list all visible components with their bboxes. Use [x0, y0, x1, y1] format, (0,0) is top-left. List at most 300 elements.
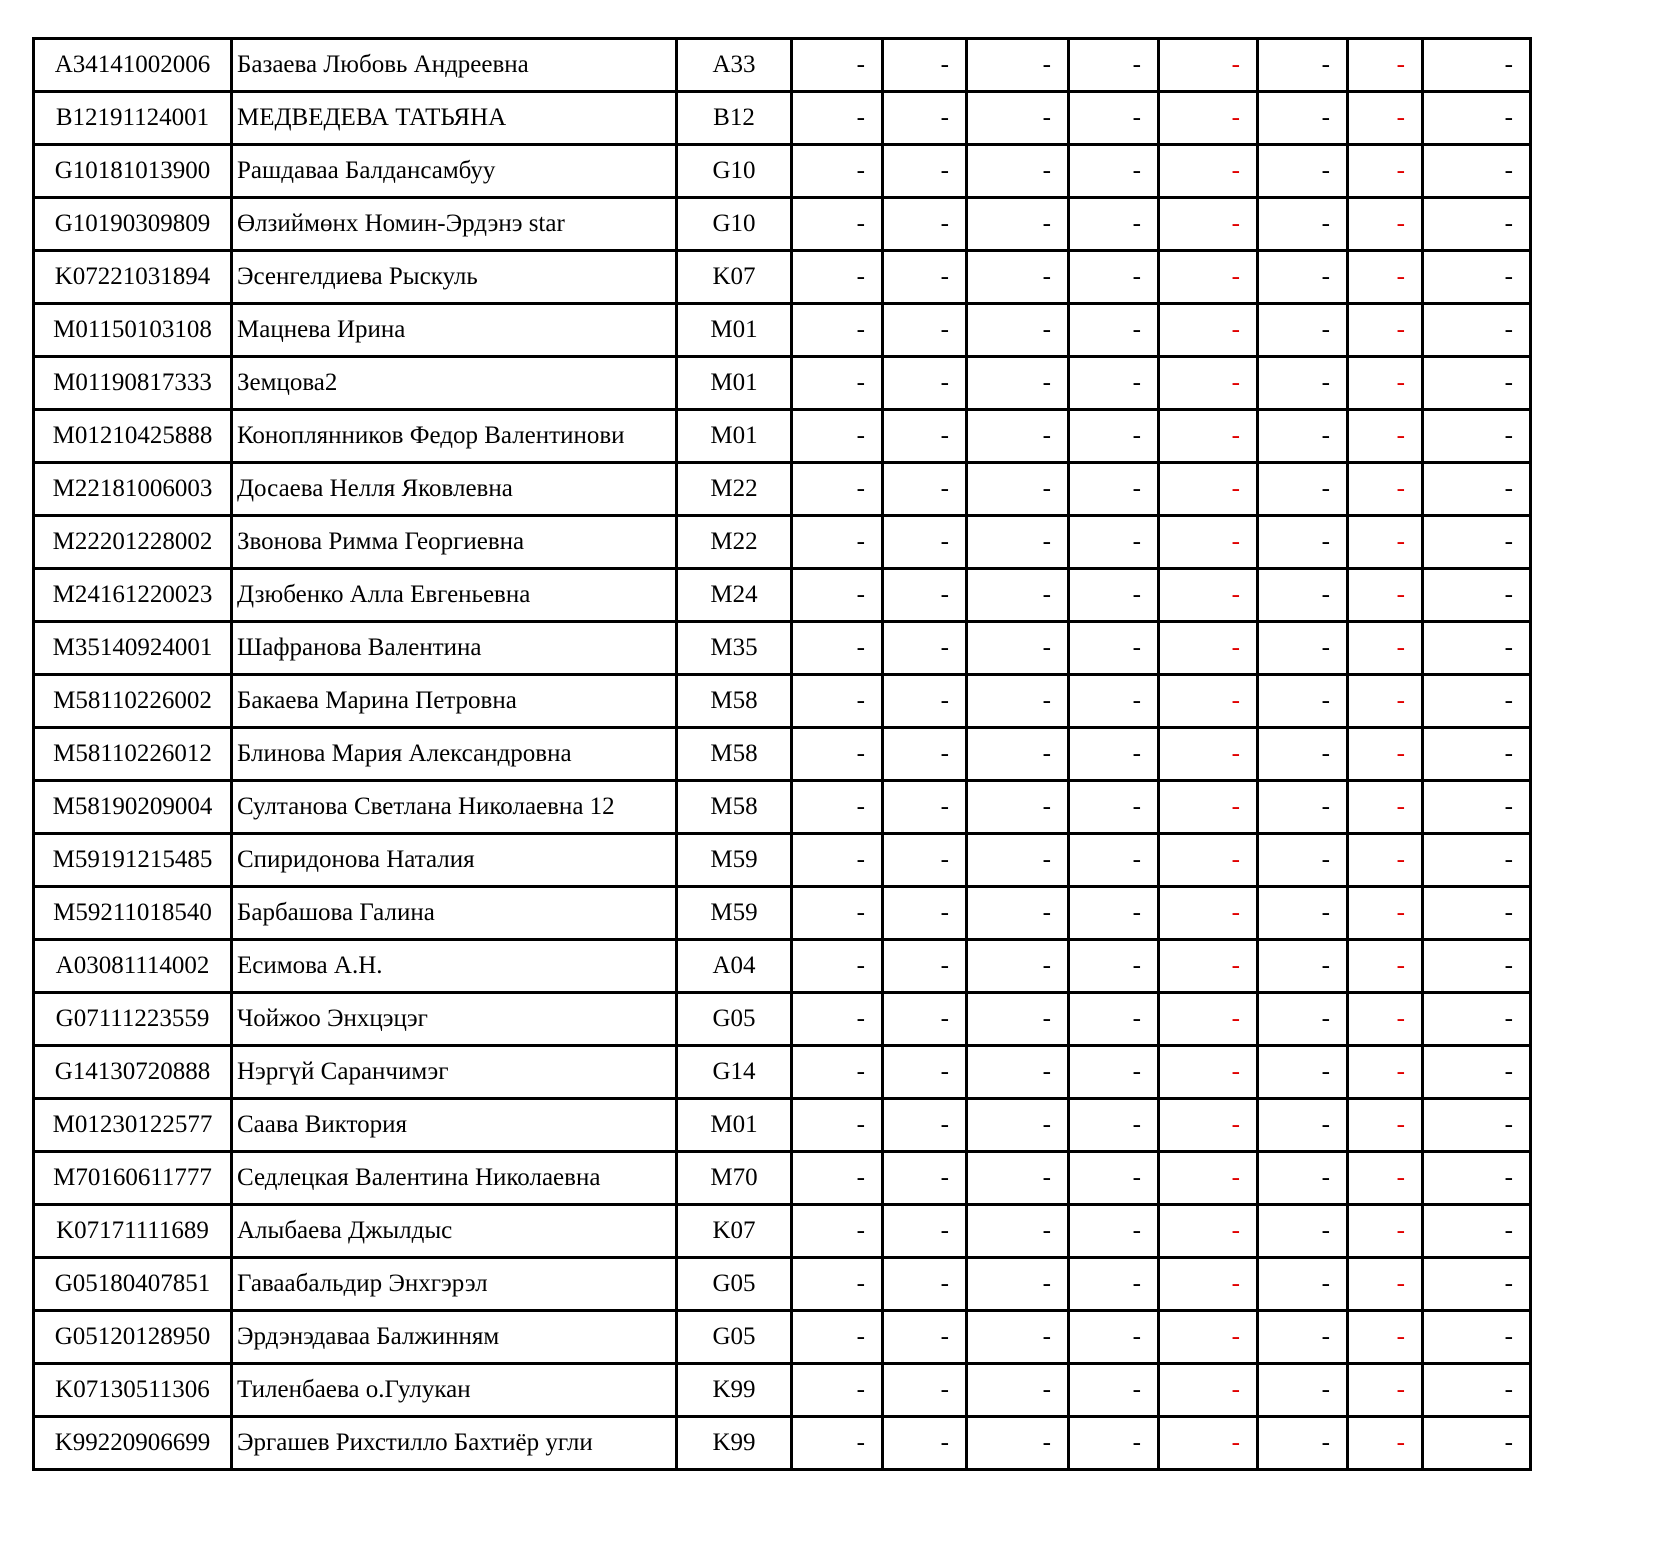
- value-cell: -: [1423, 887, 1531, 940]
- value-cell: -: [883, 1205, 967, 1258]
- value-cell: -: [967, 675, 1069, 728]
- group-cell: M59: [677, 887, 792, 940]
- group-cell: K99: [677, 1417, 792, 1470]
- value-cell: -: [792, 940, 883, 993]
- value-cell: -: [967, 781, 1069, 834]
- value-cell: -: [883, 92, 967, 145]
- value-cell: -: [1348, 940, 1423, 993]
- table-row: [34, 1417, 1531, 1470]
- table-row: [34, 410, 1531, 463]
- value-cell: -: [1348, 1417, 1423, 1470]
- group-cell: M58: [677, 675, 792, 728]
- value-cell: -: [1348, 728, 1423, 781]
- value-cell: -: [967, 1205, 1069, 1258]
- group-cell: A33: [677, 39, 792, 92]
- table-row: [34, 92, 1531, 145]
- name-cell: МЕДВЕДЕВА ТАТЬЯНА: [232, 92, 677, 145]
- code-cell: M01210425888: [34, 410, 232, 463]
- value-cell: -: [1159, 463, 1258, 516]
- value-cell: -: [1258, 993, 1348, 1046]
- value-cell: -: [1348, 1364, 1423, 1417]
- value-cell: -: [1258, 251, 1348, 304]
- code-cell: K07130511306: [34, 1364, 232, 1417]
- table-row: [34, 357, 1531, 410]
- code-cell: M24161220023: [34, 569, 232, 622]
- value-cell: -: [883, 993, 967, 1046]
- table-row: [34, 675, 1531, 728]
- value-cell: -: [1423, 622, 1531, 675]
- table-row: [34, 304, 1531, 357]
- value-cell: -: [1069, 1417, 1159, 1470]
- value-cell: -: [883, 516, 967, 569]
- code-cell: K99220906699: [34, 1417, 232, 1470]
- value-cell: -: [967, 1364, 1069, 1417]
- value-cell: -: [792, 675, 883, 728]
- value-cell: -: [883, 304, 967, 357]
- table-row: [34, 1099, 1531, 1152]
- value-cell: -: [1348, 622, 1423, 675]
- value-cell: -: [1069, 516, 1159, 569]
- value-cell: -: [792, 251, 883, 304]
- value-cell: -: [1069, 1099, 1159, 1152]
- name-cell: Шафранова Валентина: [232, 622, 677, 675]
- value-cell: -: [1159, 993, 1258, 1046]
- value-cell: -: [1423, 410, 1531, 463]
- value-cell: -: [967, 887, 1069, 940]
- value-cell: -: [967, 1099, 1069, 1152]
- value-cell: -: [1258, 887, 1348, 940]
- value-cell: -: [883, 940, 967, 993]
- value-cell: -: [1069, 1152, 1159, 1205]
- value-cell: -: [967, 410, 1069, 463]
- value-cell: -: [1348, 145, 1423, 198]
- value-cell: -: [1423, 145, 1531, 198]
- value-cell: -: [1423, 940, 1531, 993]
- table-row: [34, 887, 1531, 940]
- value-cell: -: [1423, 357, 1531, 410]
- name-cell: Тиленбаева о.Гулукан: [232, 1364, 677, 1417]
- value-cell: -: [1258, 92, 1348, 145]
- value-cell: -: [883, 410, 967, 463]
- name-cell: Звонова Римма Георгиевна: [232, 516, 677, 569]
- value-cell: -: [1348, 1205, 1423, 1258]
- value-cell: -: [1423, 92, 1531, 145]
- name-cell: Мацнева Ирина: [232, 304, 677, 357]
- value-cell: -: [792, 1046, 883, 1099]
- value-cell: -: [1348, 198, 1423, 251]
- name-cell: Эрдэнэдаваа Балжинням: [232, 1311, 677, 1364]
- value-cell: -: [1258, 1152, 1348, 1205]
- value-cell: -: [1159, 781, 1258, 834]
- value-cell: -: [792, 516, 883, 569]
- value-cell: -: [1423, 1205, 1531, 1258]
- name-cell: Коноплянников Федор Валентинови: [232, 410, 677, 463]
- value-cell: -: [792, 198, 883, 251]
- value-cell: -: [1348, 516, 1423, 569]
- code-cell: A34141002006: [34, 39, 232, 92]
- table-row: [34, 1311, 1531, 1364]
- value-cell: -: [1348, 569, 1423, 622]
- name-cell: Земцова2: [232, 357, 677, 410]
- name-cell: Спиридонова Наталия: [232, 834, 677, 887]
- value-cell: -: [1159, 357, 1258, 410]
- value-cell: -: [1348, 304, 1423, 357]
- table-row: [34, 251, 1531, 304]
- name-cell: Барбашова Галина: [232, 887, 677, 940]
- code-cell: G05180407851: [34, 1258, 232, 1311]
- value-cell: -: [1159, 1364, 1258, 1417]
- value-cell: -: [1423, 516, 1531, 569]
- value-cell: -: [792, 92, 883, 145]
- value-cell: -: [1258, 675, 1348, 728]
- value-cell: -: [967, 145, 1069, 198]
- value-cell: -: [1069, 675, 1159, 728]
- group-cell: G10: [677, 145, 792, 198]
- value-cell: -: [1423, 1258, 1531, 1311]
- value-cell: -: [1423, 675, 1531, 728]
- code-cell: A03081114002: [34, 940, 232, 993]
- group-cell: M22: [677, 516, 792, 569]
- value-cell: -: [792, 1099, 883, 1152]
- value-cell: -: [1258, 357, 1348, 410]
- value-cell: -: [967, 728, 1069, 781]
- value-cell: -: [1423, 1046, 1531, 1099]
- value-cell: -: [967, 1311, 1069, 1364]
- table-row: [34, 993, 1531, 1046]
- code-cell: K07221031894: [34, 251, 232, 304]
- value-cell: -: [1069, 1205, 1159, 1258]
- table-row: [34, 1152, 1531, 1205]
- value-cell: -: [1423, 1417, 1531, 1470]
- value-cell: -: [1348, 1311, 1423, 1364]
- name-cell: Саава Виктория: [232, 1099, 677, 1152]
- value-cell: -: [967, 198, 1069, 251]
- code-cell: M22201228002: [34, 516, 232, 569]
- value-cell: -: [1069, 198, 1159, 251]
- value-cell: -: [792, 1311, 883, 1364]
- value-cell: -: [967, 39, 1069, 92]
- group-cell: M58: [677, 728, 792, 781]
- value-cell: -: [1348, 781, 1423, 834]
- value-cell: -: [883, 675, 967, 728]
- value-cell: -: [792, 145, 883, 198]
- value-cell: -: [792, 887, 883, 940]
- name-cell: Нэргүй Саранчимэг: [232, 1046, 677, 1099]
- name-cell: Гаваабальдир Энхгэрэл: [232, 1258, 677, 1311]
- value-cell: -: [1258, 463, 1348, 516]
- value-cell: -: [883, 569, 967, 622]
- value-cell: -: [1159, 834, 1258, 887]
- value-cell: -: [1159, 198, 1258, 251]
- value-cell: -: [883, 1364, 967, 1417]
- value-cell: -: [1423, 993, 1531, 1046]
- table-row: [34, 1205, 1531, 1258]
- value-cell: -: [967, 834, 1069, 887]
- group-cell: M59: [677, 834, 792, 887]
- table-row: [34, 622, 1531, 675]
- value-cell: -: [1159, 887, 1258, 940]
- name-cell: Эсенгелдиева Рыскуль: [232, 251, 677, 304]
- value-cell: -: [883, 251, 967, 304]
- value-cell: -: [883, 1417, 967, 1470]
- group-cell: M58: [677, 781, 792, 834]
- value-cell: -: [883, 834, 967, 887]
- code-cell: M58190209004: [34, 781, 232, 834]
- table-row: [34, 834, 1531, 887]
- value-cell: -: [1258, 39, 1348, 92]
- value-cell: -: [1348, 834, 1423, 887]
- value-cell: -: [1258, 1258, 1348, 1311]
- value-cell: -: [1258, 569, 1348, 622]
- value-cell: -: [792, 1258, 883, 1311]
- group-cell: M01: [677, 357, 792, 410]
- code-cell: G10190309809: [34, 198, 232, 251]
- value-cell: -: [1159, 728, 1258, 781]
- value-cell: -: [1348, 1046, 1423, 1099]
- name-cell: Алыбаева Джылдыс: [232, 1205, 677, 1258]
- code-cell: M58110226012: [34, 728, 232, 781]
- value-cell: -: [883, 39, 967, 92]
- value-cell: -: [792, 410, 883, 463]
- group-cell: G10: [677, 198, 792, 251]
- code-cell: M58110226002: [34, 675, 232, 728]
- code-cell: G05120128950: [34, 1311, 232, 1364]
- value-cell: -: [1258, 1205, 1348, 1258]
- value-cell: -: [1258, 781, 1348, 834]
- name-cell: Бакаева Марина Петровна: [232, 675, 677, 728]
- code-cell: G07111223559: [34, 993, 232, 1046]
- value-cell: -: [1069, 993, 1159, 1046]
- code-cell: M01190817333: [34, 357, 232, 410]
- value-cell: -: [883, 622, 967, 675]
- code-cell: K07171111689: [34, 1205, 232, 1258]
- value-cell: -: [967, 993, 1069, 1046]
- value-cell: -: [1348, 251, 1423, 304]
- data-table: [32, 37, 1532, 1471]
- value-cell: -: [1069, 92, 1159, 145]
- value-cell: -: [883, 1258, 967, 1311]
- value-cell: -: [1069, 728, 1159, 781]
- value-cell: -: [792, 1364, 883, 1417]
- value-cell: -: [1159, 145, 1258, 198]
- value-cell: -: [792, 728, 883, 781]
- value-cell: -: [883, 781, 967, 834]
- value-cell: -: [1069, 834, 1159, 887]
- value-cell: -: [1423, 463, 1531, 516]
- group-cell: M01: [677, 1099, 792, 1152]
- value-cell: -: [967, 357, 1069, 410]
- code-cell: G10181013900: [34, 145, 232, 198]
- group-cell: M01: [677, 304, 792, 357]
- value-cell: -: [1069, 145, 1159, 198]
- name-cell: Дзюбенко Алла Евгеньевна: [232, 569, 677, 622]
- value-cell: -: [1069, 251, 1159, 304]
- value-cell: -: [1348, 1258, 1423, 1311]
- table-row: [34, 728, 1531, 781]
- value-cell: -: [1348, 92, 1423, 145]
- table-row: [34, 516, 1531, 569]
- value-cell: -: [883, 1099, 967, 1152]
- value-cell: -: [967, 1258, 1069, 1311]
- value-cell: -: [1423, 781, 1531, 834]
- value-cell: -: [1348, 39, 1423, 92]
- value-cell: -: [1348, 675, 1423, 728]
- value-cell: -: [1069, 1364, 1159, 1417]
- table-row: [34, 145, 1531, 198]
- code-cell: M35140924001: [34, 622, 232, 675]
- value-cell: -: [1423, 198, 1531, 251]
- group-cell: A04: [677, 940, 792, 993]
- table-row: [34, 1364, 1531, 1417]
- value-cell: -: [1423, 569, 1531, 622]
- value-cell: -: [792, 781, 883, 834]
- value-cell: -: [1423, 728, 1531, 781]
- code-cell: M59211018540: [34, 887, 232, 940]
- value-cell: -: [883, 463, 967, 516]
- value-cell: -: [1069, 357, 1159, 410]
- group-cell: G14: [677, 1046, 792, 1099]
- value-cell: -: [1069, 463, 1159, 516]
- value-cell: -: [1159, 92, 1258, 145]
- value-cell: -: [1159, 1258, 1258, 1311]
- value-cell: -: [1348, 410, 1423, 463]
- table-body: [34, 39, 1531, 1470]
- group-cell: G05: [677, 1258, 792, 1311]
- name-cell: Седлецкая Валентина Николаевна: [232, 1152, 677, 1205]
- value-cell: -: [1348, 357, 1423, 410]
- value-cell: -: [1159, 1417, 1258, 1470]
- value-cell: -: [1159, 1046, 1258, 1099]
- value-cell: -: [1159, 675, 1258, 728]
- group-cell: K99: [677, 1364, 792, 1417]
- value-cell: -: [1069, 781, 1159, 834]
- value-cell: -: [967, 569, 1069, 622]
- value-cell: -: [967, 1046, 1069, 1099]
- table-row: [34, 1046, 1531, 1099]
- value-cell: -: [1258, 410, 1348, 463]
- table-row: [34, 1258, 1531, 1311]
- value-cell: -: [883, 1152, 967, 1205]
- value-cell: -: [1159, 1099, 1258, 1152]
- value-cell: -: [1159, 1311, 1258, 1364]
- value-cell: -: [1069, 940, 1159, 993]
- table-row: [34, 569, 1531, 622]
- value-cell: -: [1258, 145, 1348, 198]
- value-cell: -: [1348, 463, 1423, 516]
- value-cell: -: [1069, 1258, 1159, 1311]
- value-cell: -: [967, 251, 1069, 304]
- value-cell: -: [1159, 1205, 1258, 1258]
- value-cell: -: [1069, 887, 1159, 940]
- value-cell: -: [1348, 1152, 1423, 1205]
- value-cell: -: [1069, 410, 1159, 463]
- value-cell: -: [883, 887, 967, 940]
- value-cell: -: [1258, 728, 1348, 781]
- code-cell: M70160611777: [34, 1152, 232, 1205]
- code-cell: M01150103108: [34, 304, 232, 357]
- value-cell: -: [792, 357, 883, 410]
- value-cell: -: [1423, 834, 1531, 887]
- value-cell: -: [1348, 1099, 1423, 1152]
- name-cell: Өлзиймөнх Номин-Эрдэнэ star: [232, 198, 677, 251]
- value-cell: -: [1258, 1099, 1348, 1152]
- value-cell: -: [967, 1417, 1069, 1470]
- value-cell: -: [1258, 304, 1348, 357]
- value-cell: -: [1069, 569, 1159, 622]
- value-cell: -: [1159, 1152, 1258, 1205]
- value-cell: -: [1069, 1311, 1159, 1364]
- value-cell: -: [1423, 1364, 1531, 1417]
- value-cell: -: [1258, 1364, 1348, 1417]
- value-cell: -: [967, 304, 1069, 357]
- value-cell: -: [967, 463, 1069, 516]
- table-row: [34, 39, 1531, 92]
- value-cell: -: [883, 198, 967, 251]
- value-cell: -: [792, 1417, 883, 1470]
- value-cell: -: [792, 993, 883, 1046]
- value-cell: -: [1348, 887, 1423, 940]
- group-cell: M24: [677, 569, 792, 622]
- table-row: [34, 463, 1531, 516]
- value-cell: -: [1258, 834, 1348, 887]
- group-cell: M70: [677, 1152, 792, 1205]
- group-cell: M22: [677, 463, 792, 516]
- value-cell: -: [792, 39, 883, 92]
- name-cell: Блинова Мария Александровна: [232, 728, 677, 781]
- group-cell: M01: [677, 410, 792, 463]
- value-cell: -: [1159, 39, 1258, 92]
- value-cell: -: [1069, 304, 1159, 357]
- value-cell: -: [792, 463, 883, 516]
- table-row: [34, 198, 1531, 251]
- name-cell: Досаева Нелля Яковлевна: [232, 463, 677, 516]
- value-cell: -: [1258, 1046, 1348, 1099]
- table-row: [34, 781, 1531, 834]
- value-cell: -: [1258, 1417, 1348, 1470]
- value-cell: -: [1159, 940, 1258, 993]
- name-cell: Эргашев Рихстилло Бахтиёр угли: [232, 1417, 677, 1470]
- value-cell: -: [1423, 251, 1531, 304]
- value-cell: -: [1159, 304, 1258, 357]
- value-cell: -: [967, 92, 1069, 145]
- group-cell: K07: [677, 1205, 792, 1258]
- value-cell: -: [1159, 516, 1258, 569]
- value-cell: -: [792, 1205, 883, 1258]
- code-cell: B12191124001: [34, 92, 232, 145]
- value-cell: -: [1069, 622, 1159, 675]
- value-cell: -: [1159, 622, 1258, 675]
- value-cell: -: [1258, 516, 1348, 569]
- group-cell: G05: [677, 993, 792, 1046]
- value-cell: -: [1258, 940, 1348, 993]
- name-cell: Рашдаваа Балдансамбуу: [232, 145, 677, 198]
- value-cell: -: [1423, 1152, 1531, 1205]
- code-cell: M59191215485: [34, 834, 232, 887]
- value-cell: -: [967, 622, 1069, 675]
- group-cell: G05: [677, 1311, 792, 1364]
- name-cell: Султанова Светлана Николаевна 12: [232, 781, 677, 834]
- value-cell: -: [1423, 1099, 1531, 1152]
- group-cell: K07: [677, 251, 792, 304]
- value-cell: -: [1159, 251, 1258, 304]
- value-cell: -: [967, 516, 1069, 569]
- value-cell: -: [792, 304, 883, 357]
- value-cell: -: [967, 1152, 1069, 1205]
- value-cell: -: [1423, 39, 1531, 92]
- name-cell: Чойжоо Энхцэцэг: [232, 993, 677, 1046]
- value-cell: -: [1348, 993, 1423, 1046]
- value-cell: -: [1069, 1046, 1159, 1099]
